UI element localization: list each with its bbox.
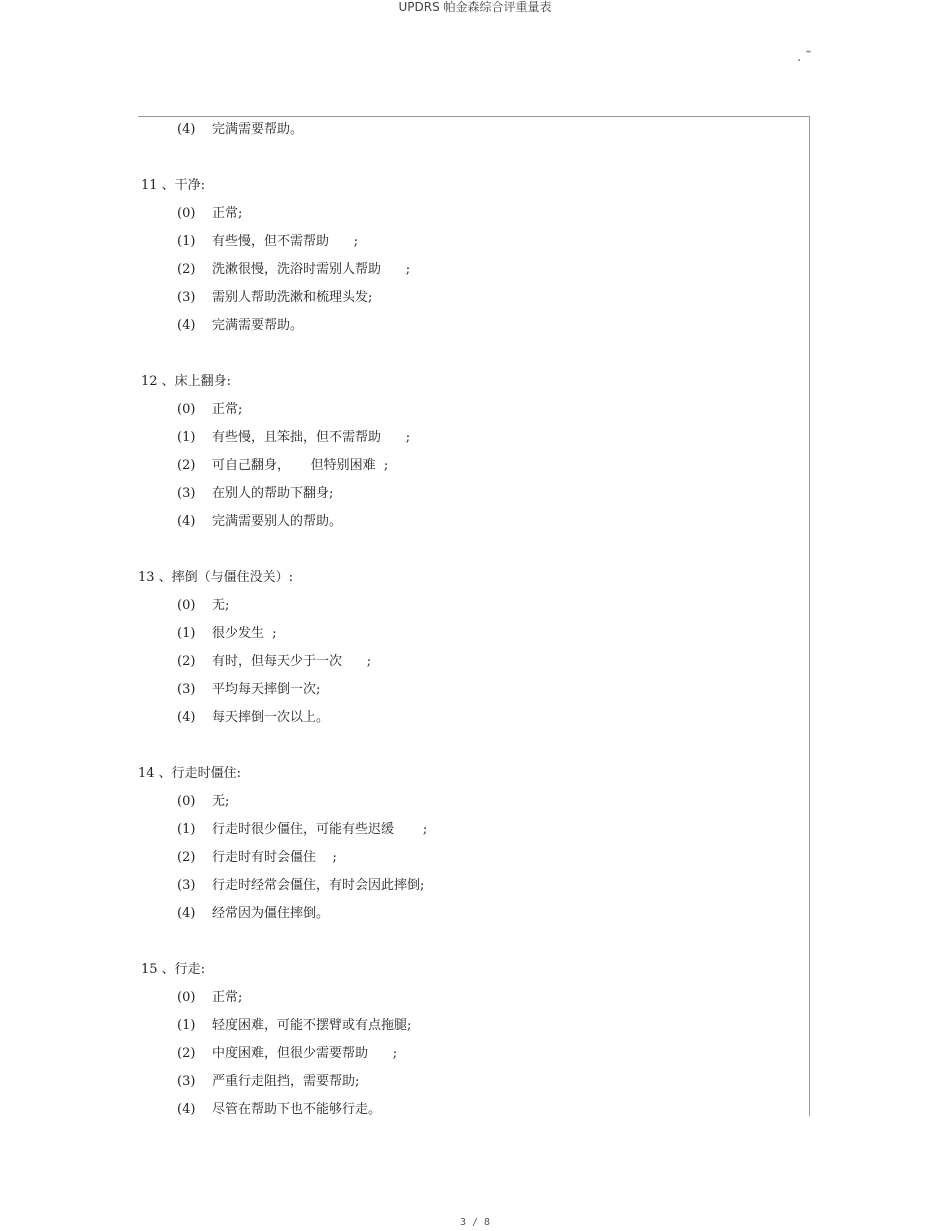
option-code: (3) [177, 1074, 196, 1089]
option-code: (0) [177, 598, 196, 613]
option-item [138, 256, 798, 284]
option-code: (0) [177, 206, 196, 221]
option-code: (1) [177, 1018, 196, 1033]
frame-right-border [809, 116, 810, 1116]
option-code: (4) [177, 906, 196, 921]
corner-mark: . ˜ [797, 50, 812, 65]
option-text: 完满需要别人的帮助。 [212, 514, 343, 529]
option-text: 洗漱很慢，洗浴时需别人帮助 ; [212, 262, 411, 277]
option-item [138, 200, 798, 228]
option-text: 需别人帮助洗漱和梳理头发; [212, 290, 373, 305]
option-code: (4) [177, 514, 196, 529]
question-title-12: 12 、床上翻身: [141, 374, 232, 389]
option-text: 行走时经常会僵住，有时会因此摔倒; [212, 878, 425, 893]
option-item [138, 452, 798, 480]
option-item [138, 480, 798, 508]
option-item [138, 284, 798, 312]
option-item [138, 1040, 798, 1068]
option-code: (3) [177, 682, 196, 697]
option-item [138, 228, 798, 256]
option-text: 严重行走阻挡，需要帮助; [212, 1074, 360, 1089]
option-text: 无; [212, 598, 230, 613]
option-text: 行走时很少僵住，可能有些迟缓 ; [212, 822, 428, 837]
option-item [138, 1068, 798, 1096]
continuation-option [138, 116, 798, 144]
option-text: 可自己翻身， 但特别困难 ; [212, 458, 389, 473]
question-title-15: 15 、行走: [141, 962, 206, 977]
option-item [138, 620, 798, 648]
spacer [138, 732, 798, 760]
option-item [138, 312, 798, 340]
option-item [138, 396, 798, 424]
option-code: (2) [177, 458, 196, 473]
page-header-title: UPDRS 帕金森综合评重量表 [398, 0, 552, 14]
option-text: 很少发生 ; [212, 626, 277, 641]
option-code: (2) [177, 262, 196, 277]
option-code: (2) [177, 1046, 196, 1061]
option-text: 尽管在帮助下也不能够行走。 [212, 1102, 382, 1117]
option-code: (1) [177, 822, 196, 837]
option-item [138, 676, 798, 704]
spacer [138, 144, 798, 172]
option-item [138, 508, 798, 536]
option-text: 每天摔倒一次以上。 [212, 710, 330, 725]
spacer [138, 536, 798, 564]
option-code: (0) [177, 990, 196, 1005]
option-item [138, 592, 798, 620]
option-text: 完满需要帮助。 [212, 122, 304, 137]
option-code: (1) [177, 626, 196, 641]
option-text: 轻度困难，可能不摆臂或有点拖腿; [212, 1018, 412, 1033]
option-code: (3) [177, 486, 196, 501]
option-text: 正常; [212, 206, 243, 221]
option-text: 中度困难，但很少需要帮助 ; [212, 1046, 398, 1061]
option-code: (1) [177, 430, 196, 445]
question-title-11: 11 、干净: [141, 178, 206, 193]
option-item [138, 1096, 798, 1124]
option-item [138, 900, 798, 928]
option-text: 无; [212, 794, 230, 809]
option-text: 正常; [212, 402, 243, 417]
question-title-13: 13 、摔倒（与僵住没关）: [138, 570, 294, 585]
option-code: (2) [177, 850, 196, 865]
option-code: (4) [177, 318, 196, 333]
spacer [138, 928, 798, 956]
option-code: (4) [177, 710, 196, 725]
question-title-14: 14 、行走时僵住: [138, 766, 242, 781]
option-text: 行走时有时会僵住 ; [212, 850, 337, 865]
option-text: 有些慢，且笨拙，但不需帮助 ; [212, 430, 411, 445]
option-text: 正常; [212, 990, 243, 1005]
option-text: 经常因为僵住摔倒。 [212, 906, 330, 921]
option-code: (4) [177, 1102, 196, 1117]
option-code: (2) [177, 654, 196, 669]
questionnaire-content [138, 116, 798, 1124]
option-item [138, 872, 798, 900]
option-text: 完满需要帮助。 [212, 318, 304, 333]
option-code: (3) [177, 878, 196, 893]
option-code: (0) [177, 794, 196, 809]
option-item [138, 424, 798, 452]
option-item [138, 1012, 798, 1040]
page-number: 3 / 8 [459, 1217, 491, 1228]
option-item [138, 844, 798, 872]
option-item [138, 788, 798, 816]
option-item [138, 704, 798, 732]
option-text: 平均每天摔倒一次; [212, 682, 321, 697]
option-text: 有时，但每天少于一次 ; [212, 654, 372, 669]
option-code: (0) [177, 402, 196, 417]
spacer [138, 340, 798, 368]
option-text: 在别人的帮助下翻身; [212, 486, 334, 501]
option-item [138, 816, 798, 844]
option-code: (4) [177, 122, 196, 137]
option-item [138, 984, 798, 1012]
option-item [138, 648, 798, 676]
option-text: 有些慢，但不需帮助 ; [212, 234, 359, 249]
option-code: (1) [177, 234, 196, 249]
option-code: (3) [177, 290, 196, 305]
